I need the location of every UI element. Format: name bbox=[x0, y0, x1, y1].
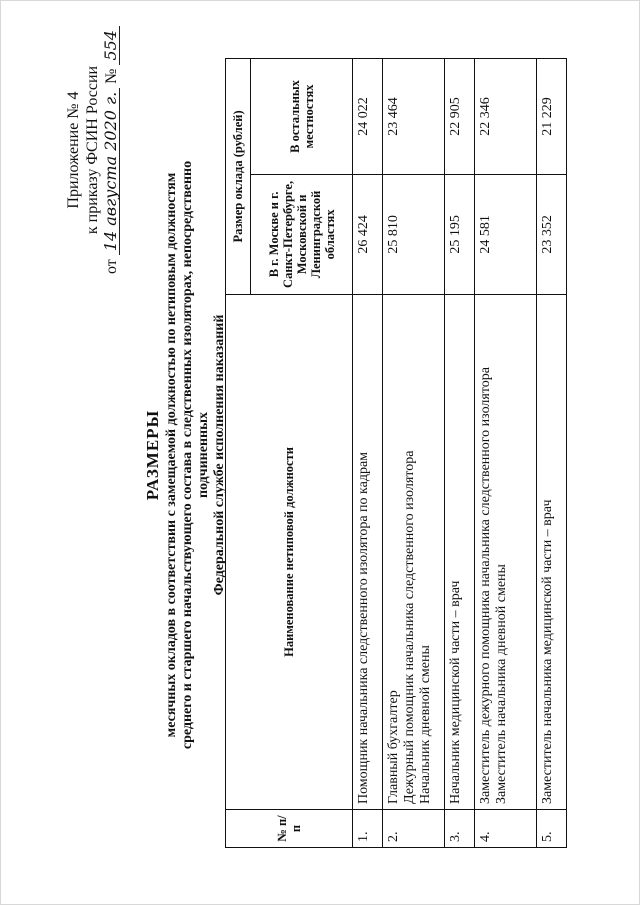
salary-moscow: 25 195 bbox=[445, 174, 475, 294]
handwritten-date: 14 августа 2020 г. bbox=[103, 88, 120, 255]
salary-moscow: 26 424 bbox=[353, 174, 383, 294]
table-row bbox=[445, 59, 475, 848]
position-line: Главный бухгалтер bbox=[386, 690, 401, 805]
position-name bbox=[353, 294, 383, 809]
salary-other: 22 346 bbox=[475, 59, 537, 175]
position-name bbox=[383, 294, 445, 809]
header-moscow-spb: В г. Москве и г. Санкт-Петербурге, Московской и Ленинградской областях bbox=[251, 174, 353, 294]
table-row bbox=[353, 59, 383, 848]
document-heading bbox=[142, 135, 228, 775]
position-line: Начальник медицинской части – врач bbox=[448, 580, 463, 805]
header-no: № п/п bbox=[226, 810, 353, 848]
salary-moscow: 23 352 bbox=[537, 174, 567, 294]
position-name bbox=[537, 294, 567, 809]
heading-line-1: месячных окладов в соответствии с замещаемой должностью по нетиповым должностям bbox=[164, 172, 179, 738]
position-name bbox=[475, 294, 537, 809]
row-number: 2. bbox=[383, 810, 445, 848]
position-line: Помощник начальника следственного изолятора по кадрам bbox=[356, 451, 371, 805]
from-prefix: от bbox=[103, 259, 120, 274]
row-number: 4. bbox=[475, 810, 537, 848]
salary-other: 22 905 bbox=[445, 59, 475, 175]
position-name bbox=[445, 294, 475, 809]
salary-other: 24 022 bbox=[353, 59, 383, 175]
table-header-row bbox=[226, 59, 251, 848]
heading-line-3: Федеральной службе исполнения наказаний bbox=[212, 314, 227, 596]
salary-other: 23 464 bbox=[383, 59, 445, 175]
salary-other: 21 229 bbox=[537, 59, 567, 175]
row-number: 3. bbox=[445, 810, 475, 848]
position-line: Начальник дневной смены bbox=[418, 645, 433, 805]
salary-moscow: 25 810 bbox=[383, 174, 445, 294]
row-number: 1. bbox=[353, 810, 383, 848]
header-other-regions: В остальных местностях bbox=[251, 59, 353, 175]
table-body bbox=[353, 59, 567, 848]
appendix-date-number bbox=[102, 20, 121, 280]
table-row bbox=[383, 59, 445, 848]
salary-table bbox=[225, 58, 567, 848]
table-row bbox=[475, 59, 537, 848]
number-prefix: № bbox=[103, 68, 120, 84]
header-salary-group: Размер оклада (рублей) bbox=[226, 59, 251, 295]
row-number: 5. bbox=[537, 810, 567, 848]
salary-moscow: 24 581 bbox=[475, 174, 537, 294]
handwritten-number: 554 bbox=[103, 26, 120, 65]
appendix-title: Приложение № 4 bbox=[65, 91, 82, 209]
position-line: Заместитель начальника дневной смены bbox=[494, 564, 509, 805]
position-line: Дежурный помощник начальника следственного изолятора bbox=[402, 450, 417, 805]
heading-line-2: среднего и старшего начальствующего состава в следственных изоляторах, непосредственно подчиненных bbox=[180, 160, 211, 750]
heading-title: РАЗМЕРЫ bbox=[143, 409, 162, 501]
appendix-order-ref: к приказу ФСИН России bbox=[84, 65, 101, 235]
table-row bbox=[537, 59, 567, 848]
position-line: Заместитель начальника медицинской части – врач bbox=[540, 499, 555, 805]
appendix-block bbox=[64, 20, 121, 280]
header-name: Наименование нетиповой должности bbox=[226, 294, 353, 809]
position-line: Заместитель дежурного помощника начальника следственного изолятора bbox=[478, 366, 493, 805]
